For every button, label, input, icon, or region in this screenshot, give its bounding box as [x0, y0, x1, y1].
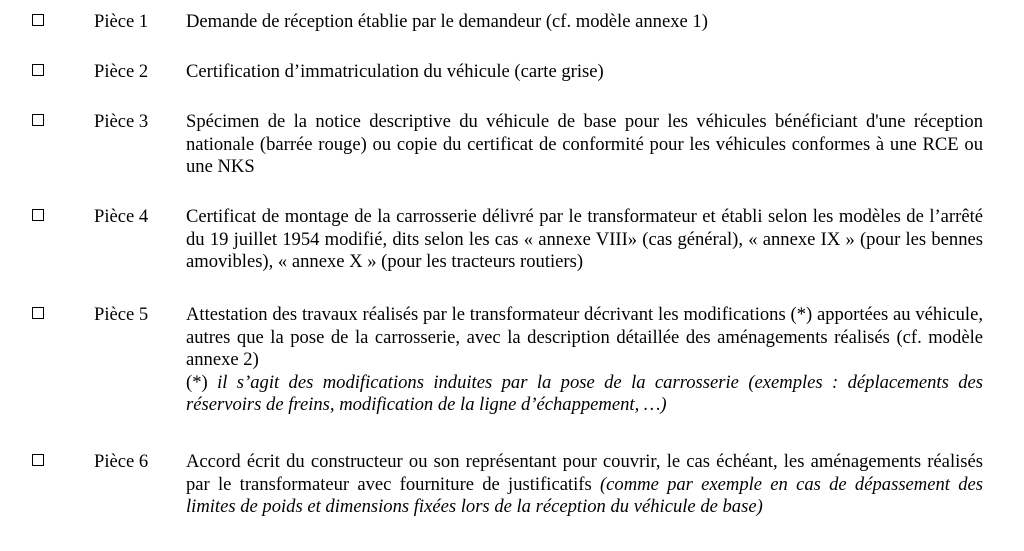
- piece-description: [186, 451, 983, 519]
- piece-text-italic: (comme par exemple en cas de dépassement des limites de poids et dimensions fixées lors de la réception du véhicule de base): [186, 473, 983, 517]
- piece-description: [186, 206, 983, 274]
- checkbox-piece-6[interactable]: [32, 454, 44, 466]
- footnote-marker: (*): [186, 371, 218, 393]
- checkbox-piece-3[interactable]: [32, 114, 44, 126]
- piece-text: Spécimen de la notice descriptive du véhicule de base pour les véhicules bénéficiant d'une réception nationale (barrée rouge) ou copie du certificat de conformité pour les véhicules conformes à une RCE ou une NKS: [186, 111, 983, 177]
- piece-label: Pièce 6: [94, 451, 149, 472]
- piece-text: [186, 451, 983, 519]
- piece-text: Certification d’immatriculation du véhicule (carte grise): [186, 61, 604, 82]
- piece-description: [186, 61, 983, 84]
- piece-description: [186, 304, 983, 417]
- piece-label: Pièce 3: [94, 111, 149, 132]
- piece-text: Demande de réception établie par le demandeur (cf. modèle annexe 1): [186, 11, 708, 32]
- checkbox-piece-4[interactable]: [32, 209, 44, 221]
- piece-description: [186, 111, 983, 179]
- footnote: [186, 372, 983, 417]
- footnote-text: il s’agit des modifications induites par la pose de la carrosserie (exemples : déplacements des réservoirs de freins, modification de la ligne d’échappement, …): [186, 371, 983, 415]
- checkbox-piece-1[interactable]: [32, 14, 44, 26]
- piece-label: Pièce 5: [94, 304, 149, 325]
- piece-label: Pièce 1: [94, 11, 149, 32]
- piece-text: Attestation des travaux réalisés par le transformateur décrivant les modifications (*) apportées au véhicule, autres que la pose de la carrosserie, avec la description détaillée des aménagements réalisés (cf. modèle annexe 2): [186, 304, 983, 370]
- checkbox-piece-5[interactable]: [32, 307, 44, 319]
- piece-label: Pièce 2: [94, 61, 149, 82]
- piece-text: Certificat de montage de la carrosserie délivré par le transformateur et établi selon les modèles de l’arrêté du 19 juillet 1954 modifié, dits selon les cas « annexe VIII» (cas général), « annexe IX » (pour les bennes amovibles), « annexe X » (pour les tracteurs routiers): [186, 206, 983, 272]
- checkbox-piece-2[interactable]: [32, 64, 44, 76]
- piece-label: Pièce 4: [94, 206, 149, 227]
- piece-description: [186, 11, 983, 34]
- piece-text-regular: Accord écrit du constructeur ou son représentant pour couvrir, le cas échéant, les aménagements réalisés par le transformateur avec fourniture de justificatifs: [186, 451, 983, 495]
